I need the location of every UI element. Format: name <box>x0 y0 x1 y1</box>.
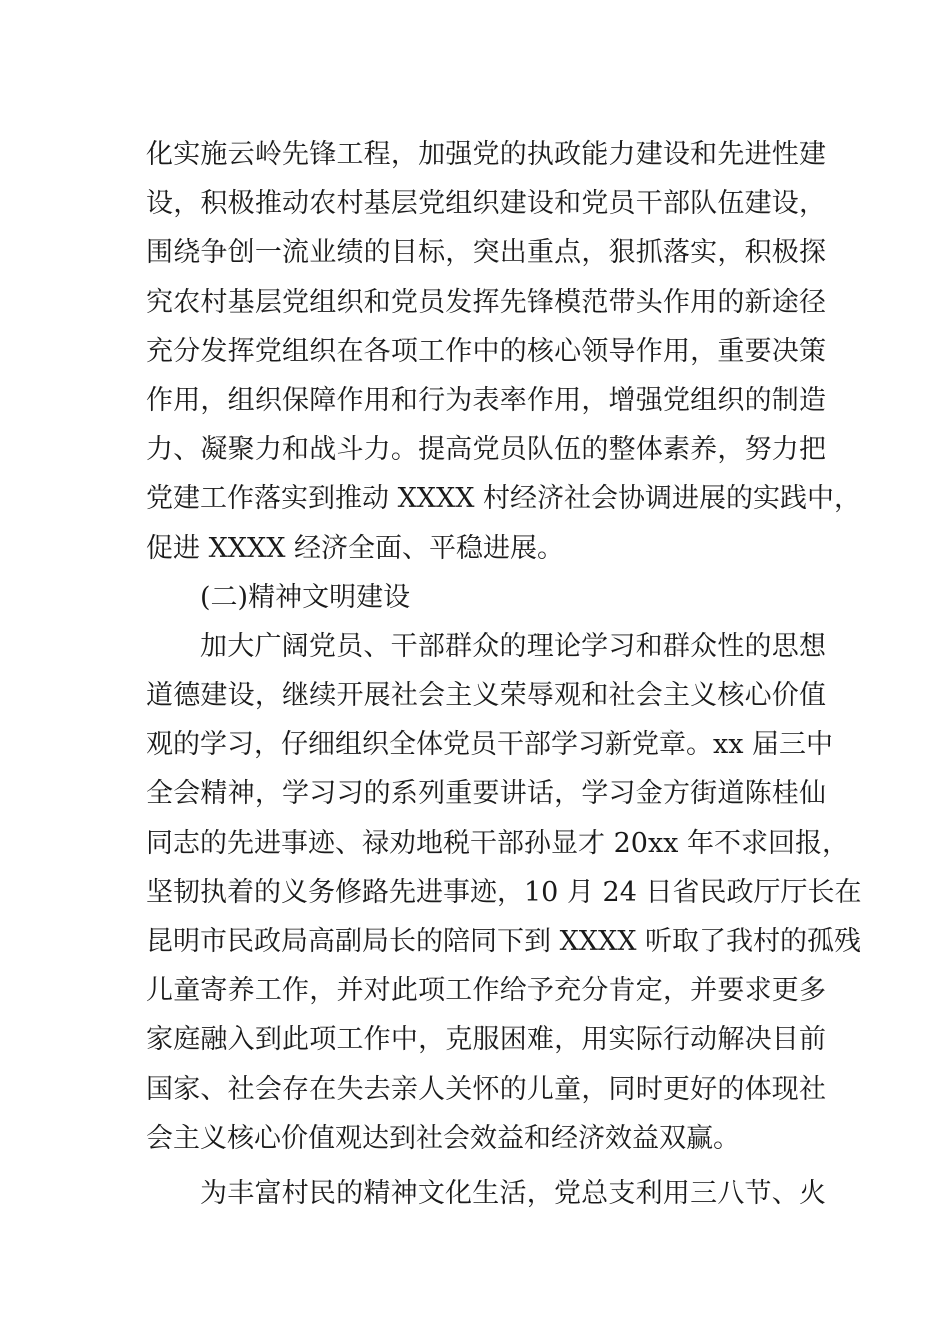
text-line: 为丰富村民的精神文化生活，党总支利用三八节、火 <box>200 1177 826 1209</box>
paragraph-spiritual-civilization <box>146 622 862 1163</box>
text-line: 党建工作落实到推动 XXXX 村经济社会协调进展的实践中， <box>146 483 862 515</box>
text-line: 力、凝聚力和战斗力。提高党员队伍的整体素养，努力把 <box>146 434 826 466</box>
text-line: 道德建设，继续开展社会主义荣辱观和社会主义核心价值 <box>146 680 826 712</box>
text-line: 围绕争创一流业绩的目标，突出重点，狠抓落实，积极探 <box>146 237 826 269</box>
text-line: 坚韧执着的义务修路先进事迹，10 月 24 日省民政厅厅长在 <box>146 876 862 908</box>
text-line: 化实施云岭先锋工程，加强党的执政能力建设和先进性建 <box>146 139 826 170</box>
text-line: 设，积极推动农村基层党组织建设和党员干部队伍建设， <box>146 188 826 220</box>
text-line: 儿童寄养工作，并对此项工作给予充分肯定，并要求更多 <box>146 975 826 1007</box>
section-heading: (二)精神文明建设 <box>200 581 411 613</box>
text-line: 同志的先进事迹、禄劝地税干部孙显才 20xx 年不求回报， <box>146 827 849 859</box>
text-line: 国家、社会存在失去亲人关怀的儿童，同时更好的体现社 <box>146 1073 826 1105</box>
text-line: 会主义核心价值观达到社会效益和经济效益双赢。 <box>146 1122 740 1154</box>
text-line: 究农村基层党组织和党员发挥先锋模范带头作用的新途径 <box>146 286 826 318</box>
document-body <box>146 130 862 1218</box>
paragraph-party-building <box>146 130 862 573</box>
text-line: 作用，组织保障作用和行为表率作用，增强党组织的制造 <box>146 384 826 416</box>
text-line: 促进 XXXX 经济全面、平稳进展。 <box>146 532 565 564</box>
text-line: 充分发挥党组织在各项工作中的核心领导作用，重要决策 <box>146 335 826 367</box>
text-line: 昆明市民政局高副局长的陪同下到 XXXX 听取了我村的孤残 <box>146 926 862 957</box>
text-line: 观的学习，仔细组织全体党员干部学习新党章。xx 届三中 <box>146 729 834 761</box>
text-line: 家庭融入到此项工作中，克服困难，用实际行动解决目前 <box>146 1024 826 1056</box>
text-line: 全会精神，学习习的系列重要讲话，学习金方街道陈桂仙 <box>146 778 826 810</box>
paragraph-cultural-life <box>146 1169 826 1218</box>
text-line: 加大广阔党员、干部群众的理论学习和群众性的思想 <box>200 630 826 662</box>
